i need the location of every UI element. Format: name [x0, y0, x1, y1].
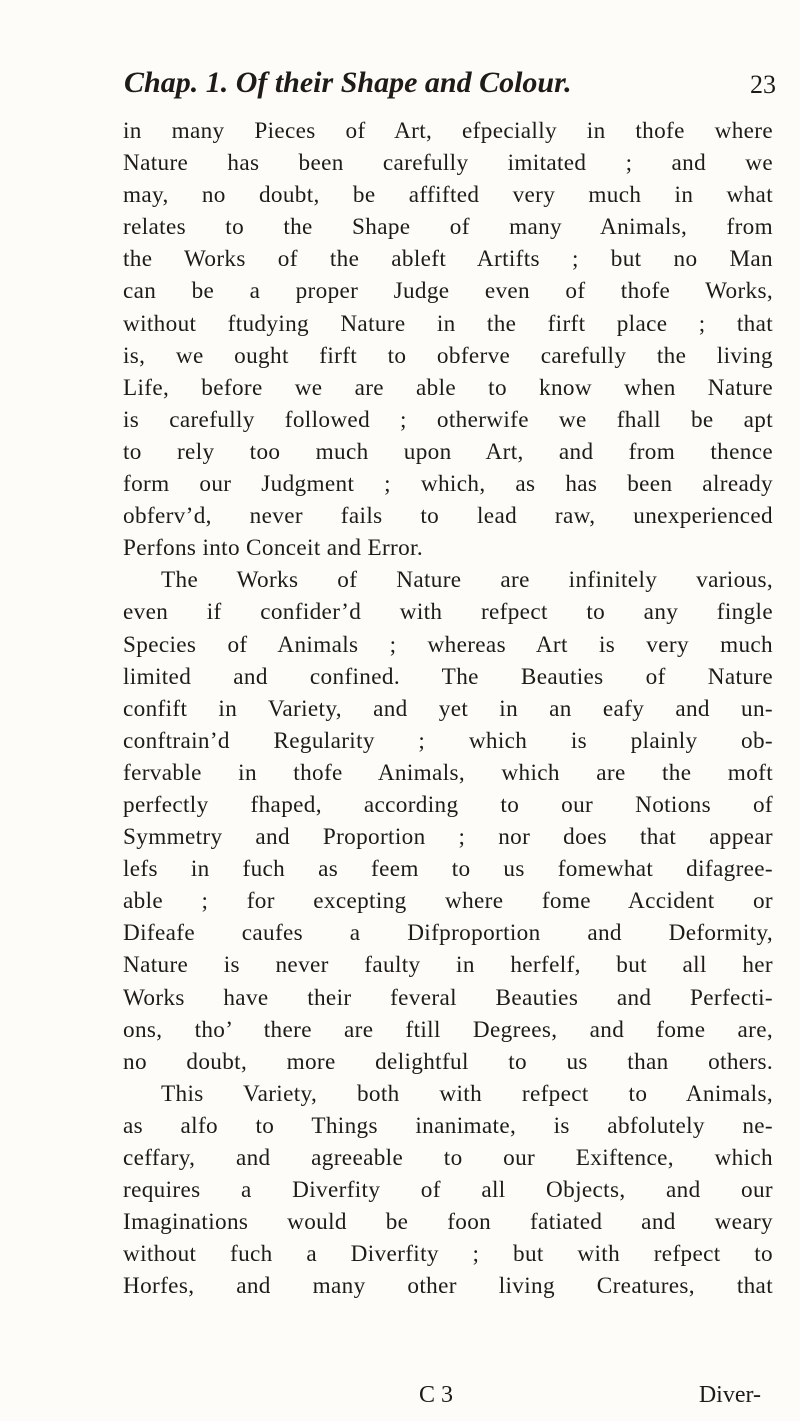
text-line: is, we ought firft to obferve carefully the living: [123, 342, 773, 369]
text-line: fervable in thofe Animals, which are the moft: [123, 759, 773, 786]
text-line: limited and confined. The Beauties of Nature: [123, 663, 773, 690]
text-line: Difeafe caufes a Difproportion and Deformity,: [123, 920, 773, 947]
text-line: in many Pieces of Art, efpecially in thofe where: [123, 118, 773, 144]
text-line: form our Judgment ; which, as has been already: [123, 471, 773, 498]
text-line: ons, tho’ there are ftill Degrees, and fome are,: [123, 1016, 773, 1043]
paragraph-start-line: The Works of Nature are infinitely various,: [161, 567, 773, 594]
text-line: may, no doubt, be affifted very much in what: [123, 182, 773, 209]
text-line: perfectly fhaped, according to our Notions of: [123, 791, 773, 818]
body-text: [123, 115, 773, 1302]
signature-mark: C 3: [419, 1382, 454, 1408]
text-line: no doubt, more delightful to us than others.: [123, 1048, 773, 1075]
text-line: confift in Variety, and yet in an eafy and un-: [123, 695, 773, 722]
text-line: without ftudying Nature in the firft place ; that: [123, 310, 773, 337]
text-line: as alfo to Things inanimate, is abfolutely ne-: [123, 1112, 773, 1139]
text-line: the Works of the ableft Artifts ; but no Man: [123, 246, 773, 273]
catchword: Diver-: [698, 1382, 761, 1408]
paragraph-start-line: This Variety, both with refpect to Animals,: [161, 1080, 773, 1107]
text-line: obferv’d, never fails to lead raw, unexperienced: [123, 503, 773, 530]
text-line: to rely too much upon Art, and from thence: [123, 438, 773, 465]
text-line: Nature is never faulty in herfelf, but all her: [123, 952, 773, 979]
text-line: Horfes, and many other living Creatures, that: [123, 1273, 773, 1300]
text-line: even if confider’d with refpect to any fingle: [123, 599, 773, 626]
text-line: is carefully followed ; otherwife we fhall be apt: [123, 406, 773, 433]
text-line: Species of Animals ; whereas Art is very much: [123, 631, 773, 658]
text-line: can be a proper Judge even of thofe Works,: [123, 278, 773, 305]
text-line: Symmetry and Proportion ; nor does that appear: [123, 824, 773, 851]
text-line: Imaginations would be foon fatiated and weary: [123, 1209, 773, 1236]
text-line: lefs in fuch as feem to us fomewhat difagree-: [123, 856, 773, 883]
running-title: Chap. 1. Of their Shape and Colour.: [124, 66, 572, 99]
text-line: conftrain’d Regularity ; which is plainly ob-: [123, 727, 773, 754]
text-line: able ; for excepting where fome Accident or: [123, 888, 773, 915]
text-line: without fuch a Diverfity ; but with refpect to: [123, 1241, 773, 1268]
text-line: Perfons into Conceit and Error.: [123, 535, 423, 562]
text-line: Works have their feveral Beauties and Perfecti-: [123, 984, 773, 1011]
text-line: Life, before we are able to know when Nature: [123, 374, 773, 401]
page-footer: [123, 1382, 773, 1416]
page-number: 23: [750, 70, 776, 99]
text-line: Nature has been carefully imitated ; and we: [123, 150, 773, 177]
text-line: ceffary, and agreeable to our Exiftence, which: [123, 1145, 773, 1171]
text-line: relates to the Shape of many Animals, from: [123, 214, 773, 241]
text-line: requires a Diverfity of all Objects, and our: [123, 1177, 773, 1204]
page-header: [124, 66, 776, 106]
